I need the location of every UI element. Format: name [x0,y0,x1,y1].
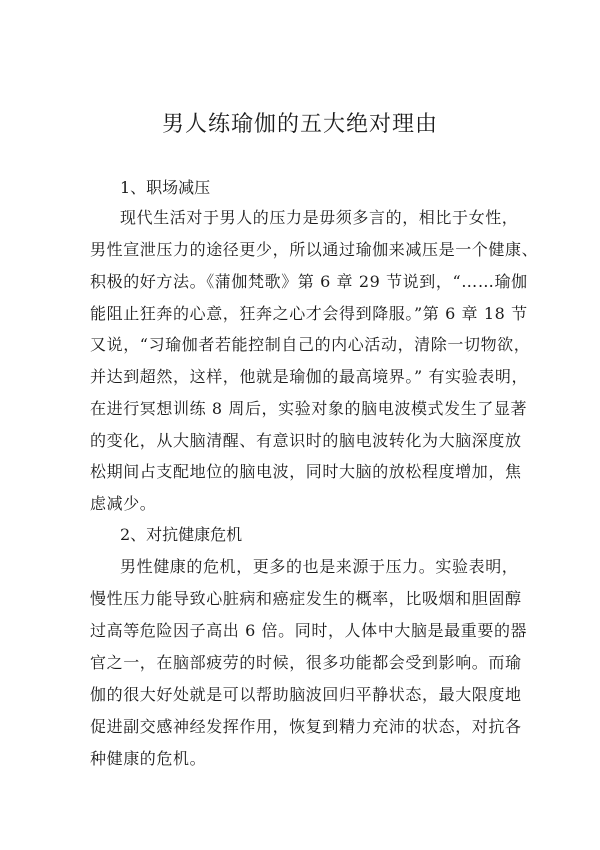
section-heading-2: 2、对抗健康危机 [120,525,243,544]
paragraph-line: 促进副交感神经发挥作用，恢复到精力充沛的状态，对抗各 [90,717,522,736]
page-title: 男人练瑜伽的五大绝对理由 [161,112,438,137]
paragraph-line: 虑减少。 [90,494,157,513]
paragraph-line: 松期间占支配地位的脑电波，同时大脑的放松程度增加，焦 [90,462,522,481]
paragraph-line: 能阻止狂奔的心意，狂奔之心才会得到降服。”第 6 章 18 节 [90,304,528,323]
paragraph-line: 在进行冥想训练 8 周后，实验对象的脑电波模式发生了显著 [90,399,528,418]
paragraph-line: 过高等危险因子高出 6 倍。同时，人体中大脑是最重要的器 [90,621,528,640]
paragraph-line: 现代生活对于男人的压力是毋须多言的，相比于女性， [120,208,519,227]
paragraph-line: 的变化，从大脑清醒、有意识时的脑电波转化为大脑深度放 [90,431,522,450]
paragraph-line: 伽的很大好处就是可以帮助脑波回归平静状态，最大限度地 [90,685,522,704]
paragraph-line: 并达到超然，这样，他就是瑜伽的最高境界。” 有实验表明， [90,367,529,386]
paragraph-line: 又说，“习瑜伽者若能控制自己的内心活动，清除一切物欲， [90,335,531,354]
paragraph-line: 男性宣泄压力的途径更少，所以通过瑜伽来减压是一个健康、 [90,240,539,259]
section-heading-1: 1、职场减压 [120,178,211,197]
paragraph-line: 种健康的危机。 [90,749,207,768]
paragraph-line: 男性健康的危机，更多的也是来源于压力。实验表明， [120,557,519,576]
paragraph-line: 积极的好方法。《蒲伽梵歌》第 6 章 29 节说到，“……瑜伽 [90,272,528,291]
paragraph-line: 慢性压力能导致心脏病和癌症发生的概率，比吸烟和胆固醇 [90,589,522,608]
paragraph-line: 官之一，在脑部疲劳的时候，很多功能都会受到影响。而瑜 [90,653,522,672]
